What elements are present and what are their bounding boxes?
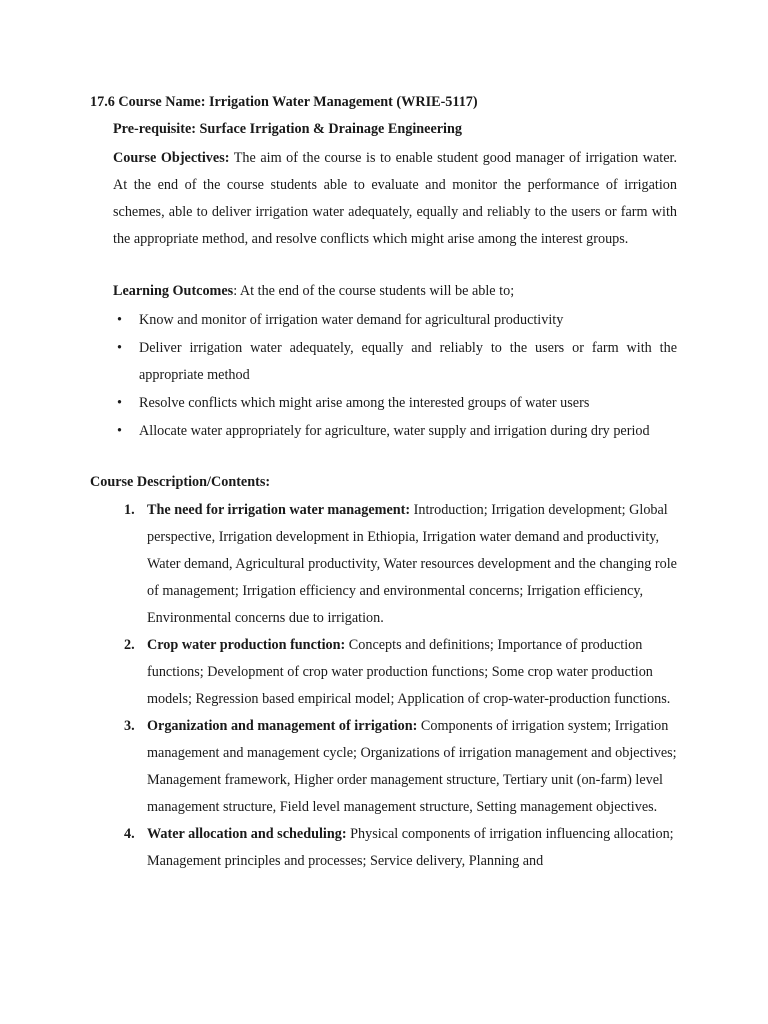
outcome-text: Know and monitor of irrigation water demand for agricultural productivity (139, 312, 564, 328)
list-item (113, 390, 677, 417)
learning-outcomes-list (113, 307, 677, 446)
outcomes-intro-text: : At the end of the course students will be able to; (233, 283, 515, 299)
list-item (124, 497, 678, 632)
topic-text: Components of irrigation system; Irrigation management and management cycle; Organizations of irrigation management and objectives; Management framework, Higher order management structure, Tertiary unit (on-farm) level management structure, Field level management structure, Setting management objectives. (147, 718, 677, 815)
topic-title: The need for irrigation water management: (147, 502, 411, 518)
objectives-label: Course Objectives: (113, 150, 230, 166)
course-description-heading: Course Description/Contents: (90, 474, 271, 490)
bullet-icon: • (117, 340, 122, 356)
topic-title: Crop water production function: (147, 637, 346, 653)
topic-text: Physical components of irrigation influencing allocation; Management principles and processes; Service delivery, Planning and (147, 826, 674, 869)
topic-number: 2. (124, 637, 135, 653)
outcome-text: Deliver irrigation water adequately, equally and reliably to the users or farm with the appropriate method (139, 340, 677, 383)
topic-number: 3. (124, 718, 135, 734)
list-item (113, 335, 677, 389)
course-contents-list (124, 497, 678, 875)
outcome-text: Resolve conflicts which might arise among the interested groups of water users (139, 395, 590, 411)
learning-outcomes-intro (113, 281, 677, 301)
course-heading: 17.6 Course Name: Irrigation Water Management (WRIE-5117) (90, 94, 478, 110)
list-item (124, 713, 678, 821)
list-item (113, 307, 677, 334)
outcomes-label: Learning Outcomes (113, 283, 234, 299)
course-objectives-paragraph (113, 145, 677, 253)
topic-number: 1. (124, 502, 135, 518)
topic-title: Water allocation and scheduling: (147, 826, 347, 842)
bullet-icon: • (117, 395, 122, 411)
topic-number: 4. (124, 826, 135, 842)
topic-text: Concepts and definitions; Importance of production functions; Development of crop water production functions; Some crop water production models; Regression based empirical model; Application of crop-water-production functions. (147, 637, 671, 707)
objectives-text: The aim of the course is to enable student good manager of irrigation water. At the end of the course students able to evaluate and monitor the performance of irrigation schemes, able to deliver irrigation water adequately, equally and reliably to the users or farm with the appropriate method, and resolve conflicts which might arise among the interest groups. (113, 150, 677, 247)
list-item (113, 418, 677, 445)
prerequisite-line: Pre-requisite: Surface Irrigation & Drainage Engineering (113, 121, 462, 137)
outcome-text: Allocate water appropriately for agriculture, water supply and irrigation during dry period (139, 423, 650, 439)
list-item (124, 821, 678, 875)
topic-title: Organization and management of irrigation: (147, 718, 418, 734)
list-item (124, 632, 678, 713)
bullet-icon: • (117, 312, 122, 328)
topic-text: Introduction; Irrigation development; Global perspective, Irrigation development in Ethiopia, Irrigation water demand and productivity, Water demand, Agricultural productivity, Water resources development and the changing role of management; Irrigation efficiency and environmental concerns; Irrigation efficiency, Environmental concerns due to irrigation. (147, 502, 677, 626)
bullet-icon: • (117, 423, 122, 439)
